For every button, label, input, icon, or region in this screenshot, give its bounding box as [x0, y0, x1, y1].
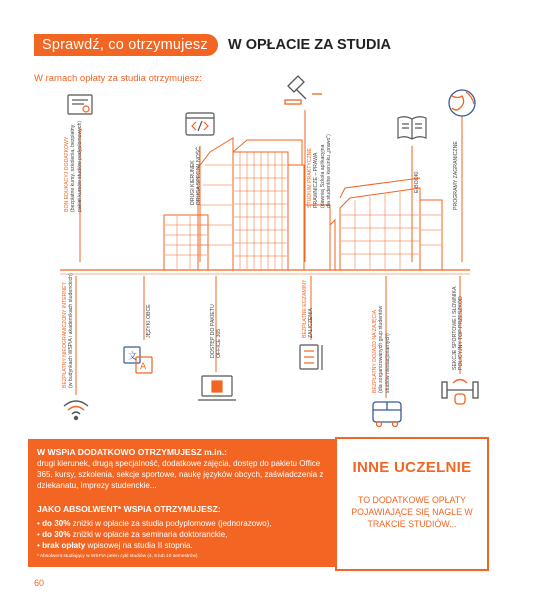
label-internet: BEZPŁATNY NIEOGRANICZONY INTERNET (w budynkach WSPiA i akademikach studenckich) — [62, 273, 75, 388]
label-programy: PROGRAMY ZAGRANICZNE — [453, 141, 459, 210]
header-title: W OPŁACIE ZA STUDIA — [228, 37, 391, 53]
office-laptop-icon — [198, 376, 236, 400]
translate-icon — [124, 347, 152, 373]
bus-icon — [373, 402, 401, 427]
benefits-box — [28, 439, 335, 567]
code-window-icon — [186, 113, 214, 135]
label-bon: BON EDUKACYJ DODATKOWY (bezpłatne kursy, szkolenia, bezpłatny pakiet kursów studiów podyplomowych) — [64, 120, 83, 212]
globe-icon — [449, 90, 475, 116]
label-ebooki: E-BOOKI — [414, 171, 420, 193]
wifi-icon — [64, 401, 88, 420]
label-office: DOSTĘP DO PAKIETU OFFICE 365 — [210, 304, 223, 358]
list-item: • do 30% zniżki w opłacie za studia podyplomowe (jednorazowo), — [37, 519, 272, 528]
header-pill: Sprawdź, co otrzymujesz — [34, 34, 218, 56]
svg-text:文: 文 — [128, 352, 138, 362]
benefits-heading: W WSPiA DODATKOWO OTRZYMUJESZ m.in.: — [37, 447, 228, 457]
other-universities-heading: INNE UCZELNIE — [352, 459, 472, 476]
benefits-paragraph: drugi kierunek, drugą specjalność, dodatkowe zajęcia, dostęp do pakietu Office 365, kursy, szkolenia, sekcje sportowe, naukę języków obcych, zaświadczenia z dziekanatu, imprezy studenckie... — [37, 459, 324, 490]
certificate-icon — [68, 95, 92, 114]
buildings — [164, 138, 442, 270]
svg-text:A: A — [140, 362, 147, 372]
open-book-icon — [398, 117, 426, 139]
footnote: * Absolwent studiujący w WSPiA pełen cykl studiów (4, 6 lub 10 semestrów) — [37, 554, 198, 559]
other-universities-box — [335, 437, 489, 571]
label-studium: STUDIUM PRAKTYCZNE PRAWNICZE – PRAWA (dawniej Szkoła aplikacyjna dla studentów kierunku „prawo”) — [307, 134, 333, 208]
label-jezyki: JĘZYKI OBCE — [146, 304, 152, 338]
label-egzaminy: BEZPŁATNE EGZAMINY ZALICZENIA — [302, 279, 315, 338]
label-dojazd: BEZPŁATNY DOJAZD NA ZAJĘCIA (dla zorganizowanych grup studentów studiów niestacjonarnych) — [372, 305, 391, 393]
intro-text: W ramach opłaty za studia otrzymujesz: — [34, 73, 202, 84]
alumni-heading: JAKO ABSOLWENT* WSPiA OTRZYMUJESZ: — [37, 504, 221, 514]
label-sport: SEKCJE SPORTOWE I SŁOWNIKA POLICYJNY TOP PRZESZKÓD — [452, 286, 465, 370]
page-number: 60 — [34, 578, 45, 588]
list-item: • do 30% zniżki w opłacie za seminaria doktoranckie, — [37, 530, 228, 539]
gavel-icon — [285, 76, 322, 104]
fitness-icon — [442, 380, 478, 405]
other-universities-text: TO DODATKOWE OPŁATY POJAWIAJĄCE SIĘ NAGLE W TRAKCIE STUDIÓW... — [351, 495, 473, 530]
list-item: • brak opłaty wpisowej na studia II stopnia. — [37, 541, 193, 550]
checklist-icon — [300, 345, 322, 370]
label-drugi-kierunek: DRUGI KIERUNEK DRUGA SPECJALNOŚĆ — [190, 147, 203, 205]
alumni-list — [37, 518, 272, 551]
